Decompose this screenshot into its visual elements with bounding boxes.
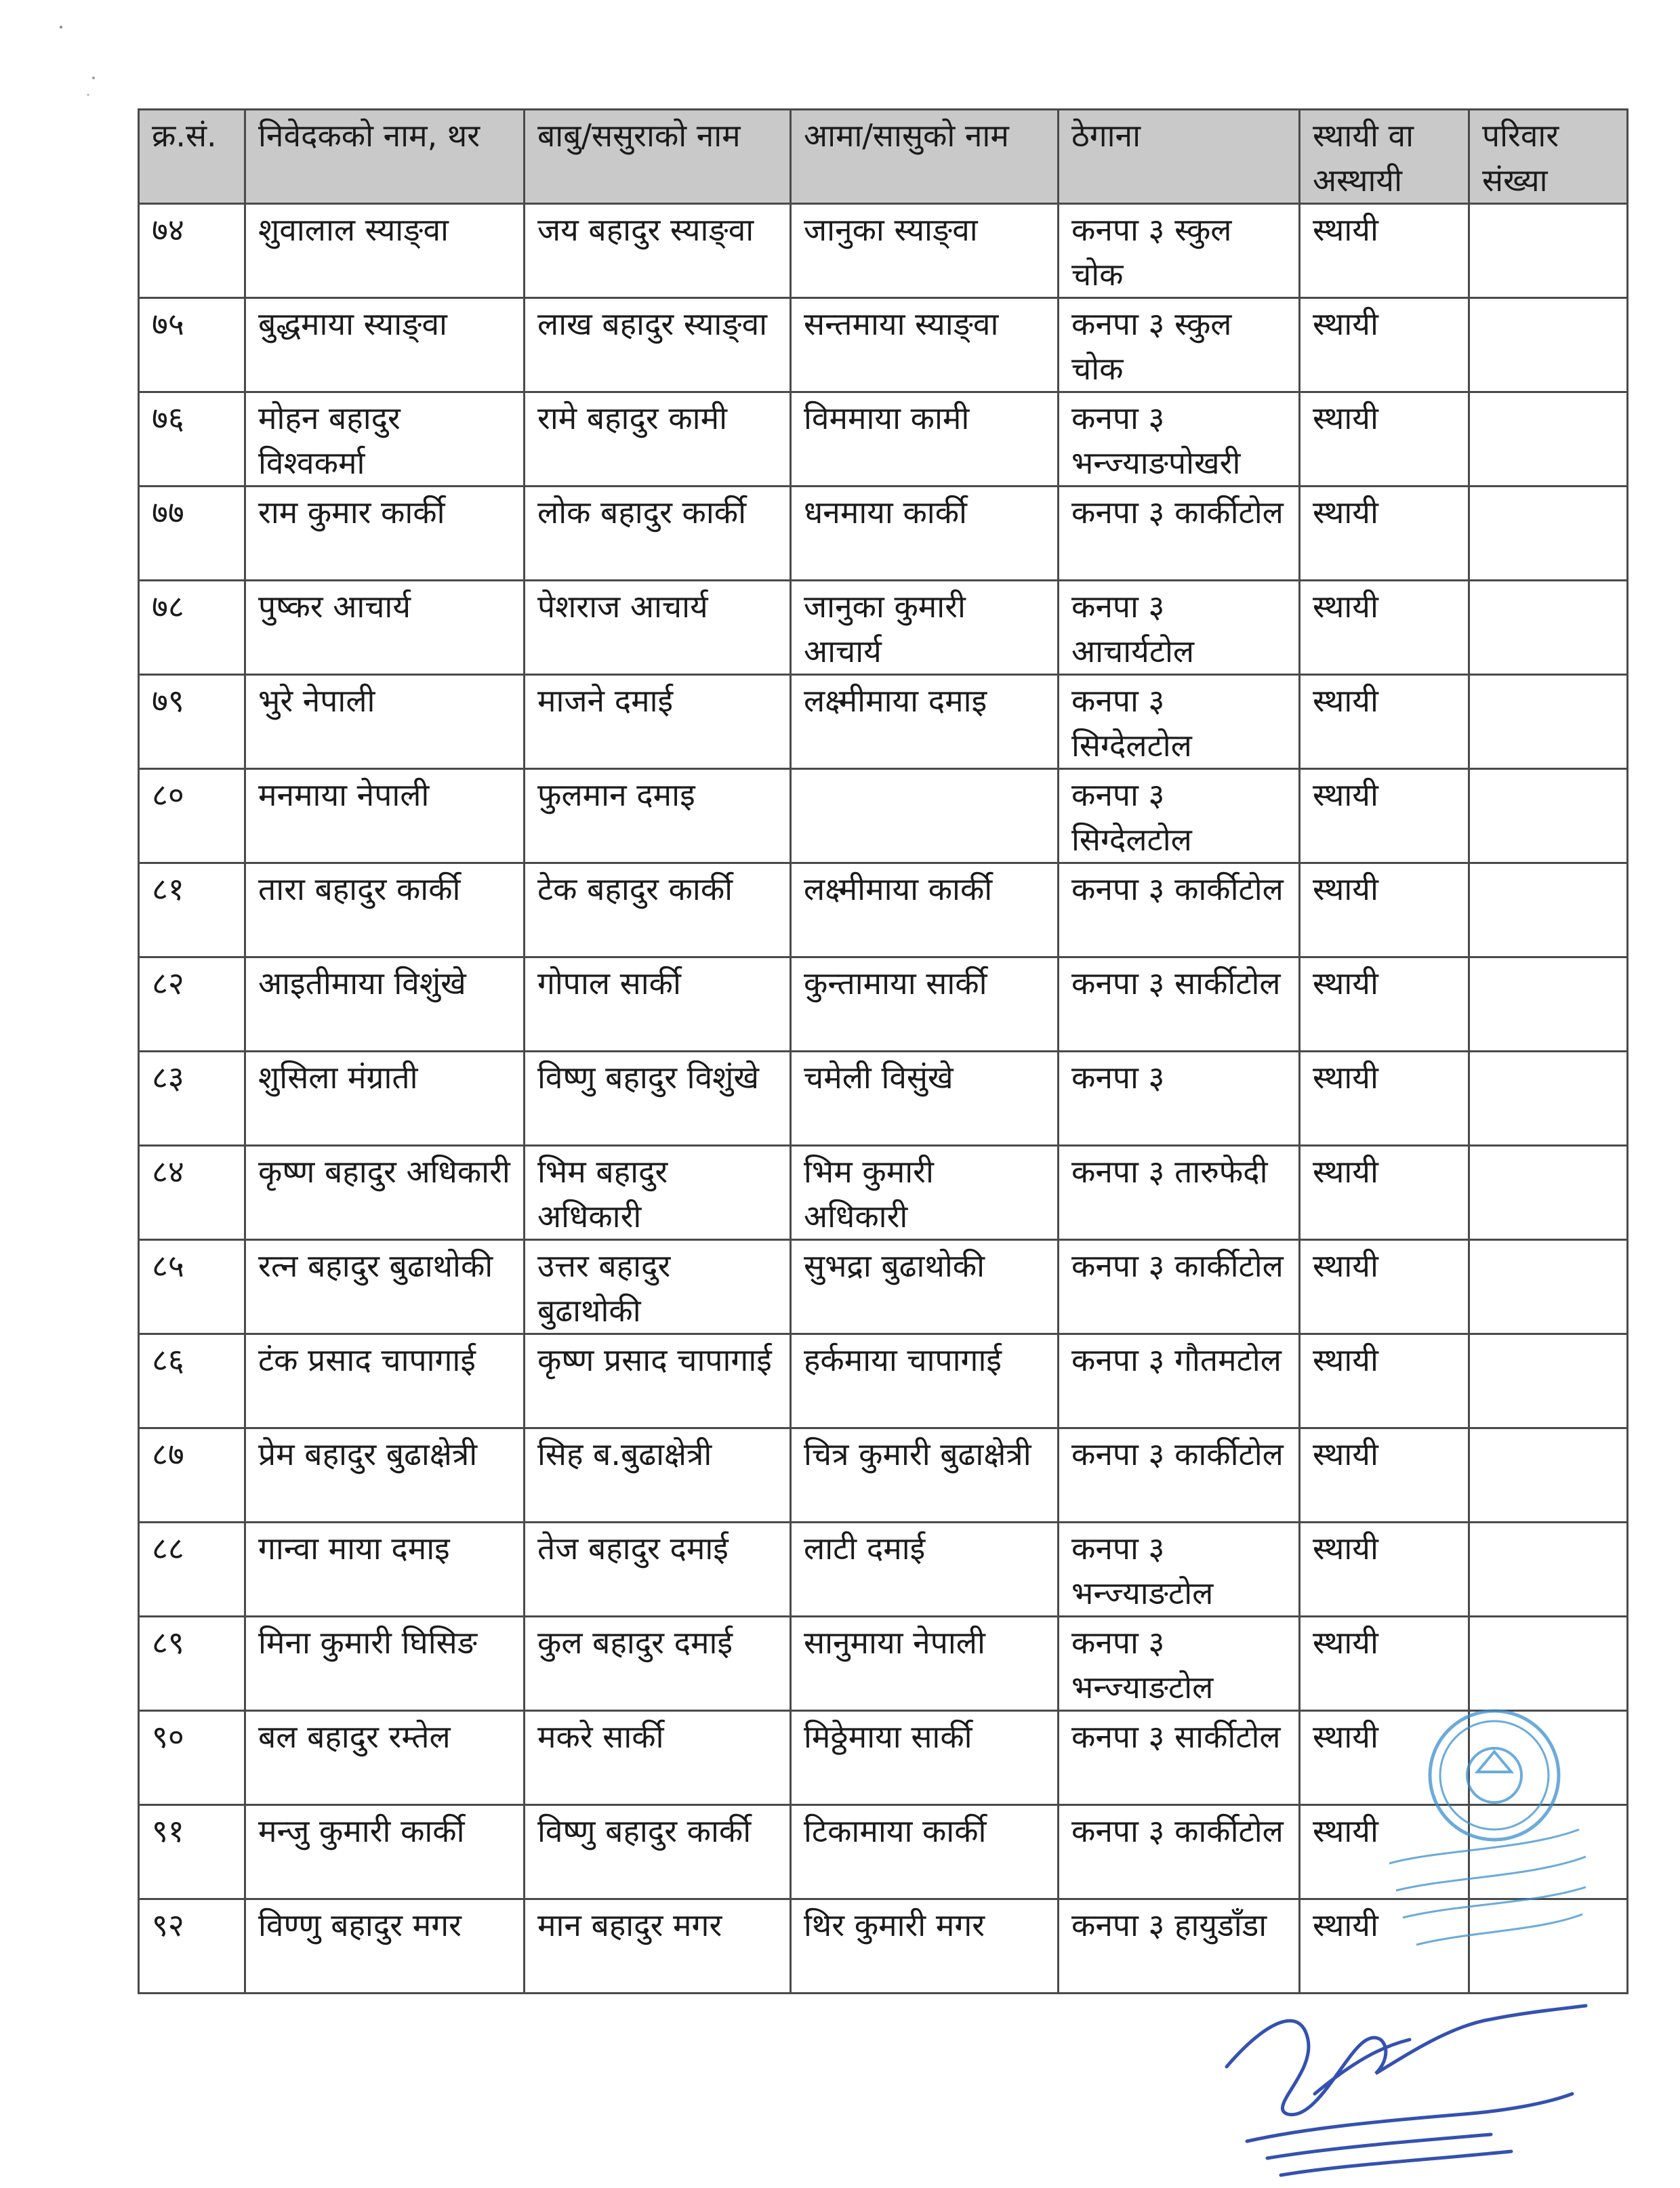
cell-father-name: रामे बहादुर कामी bbox=[525, 392, 791, 487]
cell-status: स्थायी bbox=[1300, 392, 1469, 487]
header-sn: क्र.सं. bbox=[139, 110, 245, 204]
cell-sn: ७८ bbox=[139, 581, 245, 675]
cell-sn: ७९ bbox=[139, 675, 245, 769]
cell-address: कनपा ३ कार्कीटोल bbox=[1059, 1805, 1300, 1899]
header-status: स्थायी वा अस्थायी bbox=[1300, 110, 1469, 204]
table-row bbox=[139, 1523, 1628, 1617]
cell-address: कनपा ३ स्कुल चोक bbox=[1059, 298, 1300, 392]
cell-status: स्थायी bbox=[1300, 1617, 1469, 1711]
cell-address: कनपा ३ कार्कीटोल bbox=[1059, 1428, 1300, 1523]
cell-status: स्थायी bbox=[1300, 1805, 1469, 1899]
cell-mother-name: जानुका स्याङ्वा bbox=[791, 204, 1059, 298]
cell-family-count bbox=[1469, 1428, 1628, 1523]
table-row bbox=[139, 957, 1628, 1052]
cell-mother-name: टिकामाया कार्की bbox=[791, 1805, 1059, 1899]
table-row bbox=[139, 487, 1628, 581]
table-header-row bbox=[139, 110, 1628, 204]
table-row bbox=[139, 1334, 1628, 1428]
cell-father-name: विष्णु बहादुर विशुंखे bbox=[525, 1052, 791, 1146]
cell-applicant-name: तारा बहादुर कार्की bbox=[245, 863, 525, 957]
header-family-count: परिवार संख्या bbox=[1469, 110, 1628, 204]
cell-father-name: पेशराज आचार्य bbox=[525, 581, 791, 675]
table-row bbox=[139, 769, 1628, 863]
cell-father-name: लाख बहादुर स्याङ्वा bbox=[525, 298, 791, 392]
cell-applicant-name: रत्न बहादुर बुढाथोकी bbox=[245, 1240, 525, 1334]
cell-status: स्थायी bbox=[1300, 1428, 1469, 1523]
cell-sn: ८८ bbox=[139, 1523, 245, 1617]
cell-family-count bbox=[1469, 487, 1628, 581]
cell-address: कनपा ३ स्कुल चोक bbox=[1059, 204, 1300, 298]
table-row bbox=[139, 1428, 1628, 1523]
cell-family-count bbox=[1469, 1523, 1628, 1617]
cell-applicant-name: बल बहादुर रम्तेल bbox=[245, 1711, 525, 1805]
cell-father-name: उत्तर बहादुर बुढाथोकी bbox=[525, 1240, 791, 1334]
cell-status: स्थायी bbox=[1300, 1711, 1469, 1805]
cell-address: कनपा ३ कार्कीटोल bbox=[1059, 1240, 1300, 1334]
cell-father-name: लोक बहादुर कार्की bbox=[525, 487, 791, 581]
cell-father-name: सिह ब.बुढाक्षेत्री bbox=[525, 1428, 791, 1523]
cell-applicant-name: मनमाया नेपाली bbox=[245, 769, 525, 863]
cell-mother-name: धनमाया कार्की bbox=[791, 487, 1059, 581]
cell-status: स्थायी bbox=[1300, 769, 1469, 863]
table-row bbox=[139, 1052, 1628, 1146]
cell-status: स्थायी bbox=[1300, 863, 1469, 957]
cell-address: कनपा ३ हायुडाँडा bbox=[1059, 1899, 1300, 1994]
header-mother-name: आमा/सासुको नाम bbox=[791, 110, 1059, 204]
cell-status: स्थायी bbox=[1300, 1334, 1469, 1428]
cell-address: कनपा ३ आचार्यटोल bbox=[1059, 581, 1300, 675]
table-row bbox=[139, 392, 1628, 487]
cell-father-name: कुल बहादुर दमाई bbox=[525, 1617, 791, 1711]
cell-status: स्थायी bbox=[1300, 675, 1469, 769]
scan-speck bbox=[47, 14, 108, 108]
cell-family-count bbox=[1469, 1334, 1628, 1428]
cell-family-count bbox=[1469, 863, 1628, 957]
cell-applicant-name: भुरे नेपाली bbox=[245, 675, 525, 769]
cell-father-name: मान बहादुर मगर bbox=[525, 1899, 791, 1994]
cell-mother-name: लक्ष्मीमाया दमाइ bbox=[791, 675, 1059, 769]
cell-address: कनपा ३ सिग्देलटोल bbox=[1059, 769, 1300, 863]
cell-family-count bbox=[1469, 1146, 1628, 1240]
cell-applicant-name: मोहन बहादुर विश्वकर्मा bbox=[245, 392, 525, 487]
cell-father-name: भिम बहादुर अधिकारी bbox=[525, 1146, 791, 1240]
cell-sn: ८७ bbox=[139, 1428, 245, 1523]
cell-mother-name: विममाया कामी bbox=[791, 392, 1059, 487]
cell-sn: ७६ bbox=[139, 392, 245, 487]
cell-address: कनपा ३ कार्कीटोल bbox=[1059, 863, 1300, 957]
cell-sn: ८६ bbox=[139, 1334, 245, 1428]
cell-applicant-name: प्रेम बहादुर बुढाक्षेत्री bbox=[245, 1428, 525, 1523]
cell-applicant-name: बुद्धमाया स्याङ्वा bbox=[245, 298, 525, 392]
cell-status: स्थायी bbox=[1300, 487, 1469, 581]
cell-address: कनपा ३ सार्कीटोल bbox=[1059, 957, 1300, 1052]
cell-status: स्थायी bbox=[1300, 957, 1469, 1052]
cell-sn: ८४ bbox=[139, 1146, 245, 1240]
cell-family-count bbox=[1469, 675, 1628, 769]
cell-address: कनपा ३ भन्ज्याङपोखरी bbox=[1059, 392, 1300, 487]
cell-applicant-name: कृष्ण बहादुर अधिकारी bbox=[245, 1146, 525, 1240]
table-row bbox=[139, 581, 1628, 675]
cell-sn: ८२ bbox=[139, 957, 245, 1052]
cell-mother-name: लाटी दमाई bbox=[791, 1523, 1059, 1617]
official-stamp bbox=[1376, 1694, 1599, 1979]
cell-father-name: फुलमान दमाइ bbox=[525, 769, 791, 863]
cell-address: कनपा ३ सिग्देलटोल bbox=[1059, 675, 1300, 769]
cell-address: कनपा ३ गौतमटोल bbox=[1059, 1334, 1300, 1428]
cell-mother-name bbox=[791, 769, 1059, 863]
cell-mother-name: सन्तमाया स्याङ्वा bbox=[791, 298, 1059, 392]
cell-family-count bbox=[1469, 769, 1628, 863]
table-row bbox=[139, 204, 1628, 298]
cell-status: स्थायी bbox=[1300, 1240, 1469, 1334]
cell-sn: ७७ bbox=[139, 487, 245, 581]
cell-family-count bbox=[1469, 1052, 1628, 1146]
cell-sn: ८० bbox=[139, 769, 245, 863]
cell-applicant-name: गान्वा माया दमाइ bbox=[245, 1523, 525, 1617]
cell-status: स्थायी bbox=[1300, 581, 1469, 675]
cell-mother-name: थिर कुमारी मगर bbox=[791, 1899, 1059, 1994]
cell-sn: ८३ bbox=[139, 1052, 245, 1146]
cell-father-name: विष्णु बहादुर कार्की bbox=[525, 1805, 791, 1899]
cell-family-count bbox=[1469, 581, 1628, 675]
cell-address: कनपा ३ भन्ज्याङटोल bbox=[1059, 1617, 1300, 1711]
cell-mother-name: भिम कुमारी अधिकारी bbox=[791, 1146, 1059, 1240]
header-address: ठेगाना bbox=[1059, 110, 1300, 204]
cell-family-count bbox=[1469, 957, 1628, 1052]
cell-father-name: गोपाल सार्की bbox=[525, 957, 791, 1052]
cell-mother-name: हर्कमाया चापागाई bbox=[791, 1334, 1059, 1428]
cell-applicant-name: मन्जु कुमारी कार्की bbox=[245, 1805, 525, 1899]
header-father-name: बाबु/ससुराको नाम bbox=[525, 110, 791, 204]
cell-sn: ९१ bbox=[139, 1805, 245, 1899]
table-row bbox=[139, 863, 1628, 957]
cell-father-name: कृष्ण प्रसाद चापागाई bbox=[525, 1334, 791, 1428]
cell-address: कनपा ३ भन्ज्याङटोल bbox=[1059, 1523, 1300, 1617]
cell-mother-name: कुन्तामाया सार्की bbox=[791, 957, 1059, 1052]
cell-family-count bbox=[1469, 298, 1628, 392]
table-row bbox=[139, 1240, 1628, 1334]
cell-family-count bbox=[1469, 392, 1628, 487]
cell-father-name: तेज बहादुर दमाई bbox=[525, 1523, 791, 1617]
signature bbox=[1206, 1979, 1599, 2182]
cell-mother-name: लक्ष्मीमाया कार्की bbox=[791, 863, 1059, 957]
table-row bbox=[139, 675, 1628, 769]
table-row bbox=[139, 298, 1628, 392]
cell-father-name: टेक बहादुर कार्की bbox=[525, 863, 791, 957]
cell-address: कनपा ३ सार्कीटोल bbox=[1059, 1711, 1300, 1805]
cell-applicant-name: विण्णु बहादुर मगर bbox=[245, 1899, 525, 1994]
cell-applicant-name: पुष्कर आचार्य bbox=[245, 581, 525, 675]
cell-status: स्थायी bbox=[1300, 1523, 1469, 1617]
cell-status: स्थायी bbox=[1300, 1146, 1469, 1240]
cell-mother-name: चमेली विसुंखे bbox=[791, 1052, 1059, 1146]
cell-status: स्थायी bbox=[1300, 204, 1469, 298]
cell-sn: ९२ bbox=[139, 1899, 245, 1994]
cell-applicant-name: आइतीमाया विशुंखे bbox=[245, 957, 525, 1052]
cell-mother-name: चित्र कुमारी बुढाक्षेत्री bbox=[791, 1428, 1059, 1523]
cell-sn: ९० bbox=[139, 1711, 245, 1805]
header-applicant-name: निवेदकको नाम, थर bbox=[245, 110, 525, 204]
cell-sn: ८१ bbox=[139, 863, 245, 957]
cell-mother-name: सानुमाया नेपाली bbox=[791, 1617, 1059, 1711]
cell-address: कनपा ३ तारुफेदी bbox=[1059, 1146, 1300, 1240]
cell-applicant-name: मिना कुमारी घिसिङ bbox=[245, 1617, 525, 1711]
cell-applicant-name: राम कुमार कार्की bbox=[245, 487, 525, 581]
cell-sn: ८९ bbox=[139, 1617, 245, 1711]
cell-address: कनपा ३ कार्कीटोल bbox=[1059, 487, 1300, 581]
cell-father-name: मकरे सार्की bbox=[525, 1711, 791, 1805]
cell-address: कनपा ३ bbox=[1059, 1052, 1300, 1146]
cell-applicant-name: शुसिला मंग्राती bbox=[245, 1052, 525, 1146]
cell-sn: ८५ bbox=[139, 1240, 245, 1334]
cell-applicant-name: टंक प्रसाद चापागाई bbox=[245, 1334, 525, 1428]
cell-mother-name: सुभद्रा बुढाथोकी bbox=[791, 1240, 1059, 1334]
cell-family-count bbox=[1469, 1240, 1628, 1334]
cell-status: स्थायी bbox=[1300, 298, 1469, 392]
cell-sn: ७५ bbox=[139, 298, 245, 392]
cell-status: स्थायी bbox=[1300, 1052, 1469, 1146]
table-row bbox=[139, 1146, 1628, 1240]
cell-father-name: जय बहादुर स्याङ्वा bbox=[525, 204, 791, 298]
cell-status: स्थायी bbox=[1300, 1899, 1469, 1994]
cell-mother-name: मिठ्ठेमाया सार्की bbox=[791, 1711, 1059, 1805]
cell-mother-name: जानुका कुमारी आचार्य bbox=[791, 581, 1059, 675]
cell-father-name: माजने दमाई bbox=[525, 675, 791, 769]
cell-applicant-name: शुवालाल स्याङ्वा bbox=[245, 204, 525, 298]
cell-family-count bbox=[1469, 204, 1628, 298]
cell-sn: ७४ bbox=[139, 204, 245, 298]
